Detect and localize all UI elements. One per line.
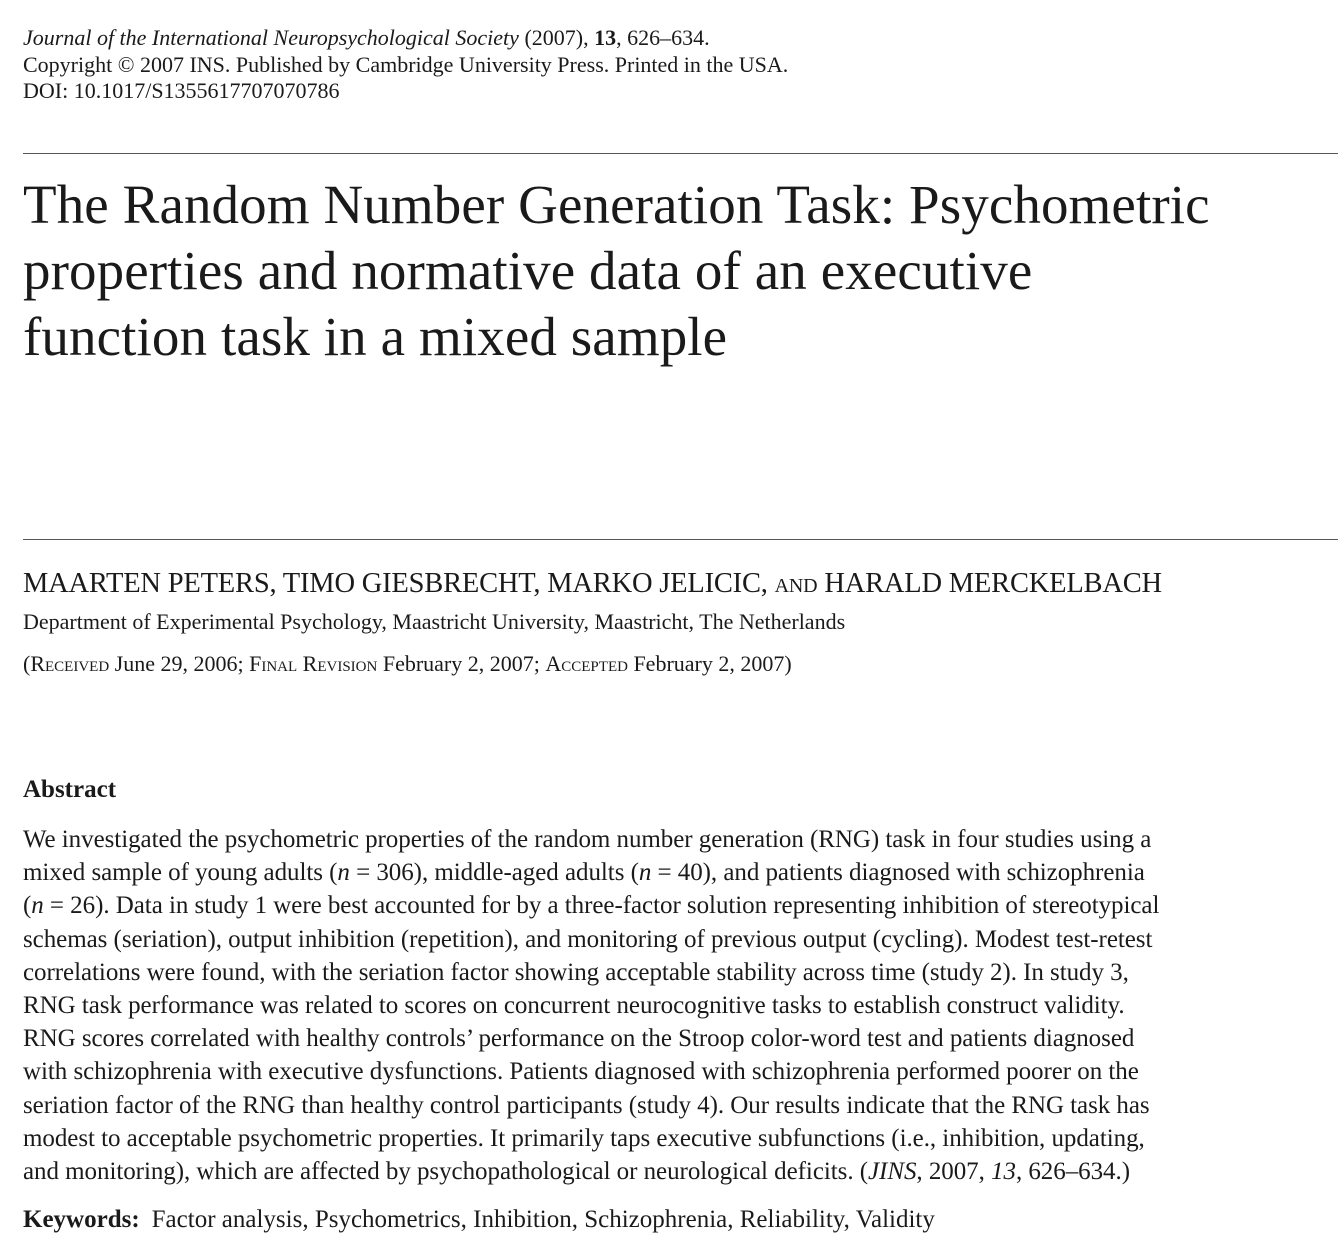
abstract-line bbox=[23, 856, 1318, 889]
author-divider bbox=[23, 539, 1338, 540]
journal-citation-line bbox=[23, 25, 788, 52]
received-date: June 29, 2006; bbox=[114, 651, 244, 676]
abstract-line: RNG scores correlated with healthy controls’ performance on the Stroop color-word test and patients diagnosed bbox=[23, 1025, 1135, 1053]
abstract-text: , 626–634.) bbox=[1015, 1158, 1130, 1186]
citation-journal-abbrev: JINS bbox=[868, 1158, 917, 1186]
doi-line: DOI: 10.1017/S1355617707070786 bbox=[23, 78, 340, 103]
keywords-label: Keywords: bbox=[23, 1206, 140, 1233]
dates-open-paren: ( bbox=[23, 651, 31, 676]
abstract-line: with schizophrenia with executive dysfunctions. Patients diagnosed with schizophrenia performed poorer on the bbox=[23, 1058, 1139, 1086]
author-names-last: HARALD MERCKELBACH bbox=[824, 568, 1162, 599]
abstract-heading: Abstract bbox=[23, 776, 117, 803]
journal-name: Journal of the International Neuropsychological Society bbox=[23, 25, 519, 50]
article-title bbox=[23, 172, 1283, 370]
journal-year: (2007), bbox=[524, 25, 589, 50]
keywords-list: Factor analysis, Psychometrics, Inhibition, Schizophrenia, Reliability, Validity bbox=[151, 1206, 935, 1233]
keywords bbox=[23, 1203, 935, 1236]
abstract-text: = 306), middle-aged adults ( bbox=[349, 859, 639, 887]
sample-size-symbol: n bbox=[31, 892, 44, 920]
journal-header bbox=[23, 25, 788, 105]
abstract-line: correlations were found, with the seriation factor showing acceptable stability across time (study 2). In study 3, bbox=[23, 958, 1129, 986]
author-conjunction: and bbox=[774, 568, 818, 599]
citation-volume: 13 bbox=[991, 1158, 1016, 1186]
revision-label: Final Revision bbox=[249, 651, 378, 676]
abstract-text: mixed sample of young adults ( bbox=[23, 859, 338, 887]
accepted-date: February 2, 2007) bbox=[633, 651, 792, 676]
abstract-text: = 40), and patients diagnosed with schizophrenia bbox=[651, 859, 1145, 887]
title-line: properties and normative data of an executive bbox=[23, 240, 1033, 301]
abstract-line bbox=[23, 889, 1318, 922]
author-list bbox=[23, 567, 1162, 601]
accepted-label: Accepted bbox=[545, 651, 628, 676]
affiliation: Department of Experimental Psychology, Maastricht University, Maastricht, The Netherlands bbox=[23, 609, 846, 634]
abstract-text: ( bbox=[23, 892, 32, 920]
submission-dates bbox=[23, 650, 792, 678]
abstract-line: RNG task performance was related to scores on concurrent neurocognitive tasks to establish construct validity. bbox=[23, 992, 1125, 1020]
abstract-text: and monitoring), which are affected by psychopathological or neurological deficits. ( bbox=[23, 1158, 869, 1186]
top-divider bbox=[23, 153, 1338, 154]
sample-size-symbol: n bbox=[638, 859, 652, 887]
journal-pages: , 626–634. bbox=[616, 25, 710, 50]
abstract-line: We investigated the psychometric properties of the random number generation (RNG) task in four studies using a bbox=[23, 826, 1152, 853]
received-label: Received bbox=[30, 651, 110, 676]
abstract-line: seriation factor of the RNG than healthy control participants (study 4). Our results indicate that the RNG task has bbox=[23, 1091, 1150, 1119]
copyright-line: Copyright © 2007 INS. Published by Cambridge University Press. Printed in the USA. bbox=[23, 51, 789, 77]
journal-volume: 13 bbox=[594, 25, 617, 50]
abstract-body bbox=[23, 823, 1318, 1188]
title-line: The Random Number Generation Task: Psychometric bbox=[23, 174, 1210, 235]
author-names-first: MAARTEN PETERS, TIMO GIESBRECHT, MARKO JELICIC, bbox=[23, 568, 768, 599]
abstract-line: modest to acceptable psychometric properties. It primarily taps executive subfunctions (i.e., inhibition, updating, bbox=[23, 1124, 1145, 1152]
abstract-line: schemas (seriation), output inhibition (repetition), and monitoring of previous output (cycling). Modest test-retest bbox=[23, 925, 1153, 953]
abstract-line bbox=[23, 1155, 1318, 1188]
abstract-text: , 2007, bbox=[916, 1158, 992, 1186]
abstract-text: = 26). Data in study 1 were best accounted for by a three-factor solution representing inhibition of stereotypical bbox=[43, 892, 1160, 920]
sample-size-symbol: n bbox=[337, 859, 350, 887]
title-line: function task in a mixed sample bbox=[23, 306, 728, 367]
revision-date: February 2, 2007; bbox=[382, 651, 540, 676]
